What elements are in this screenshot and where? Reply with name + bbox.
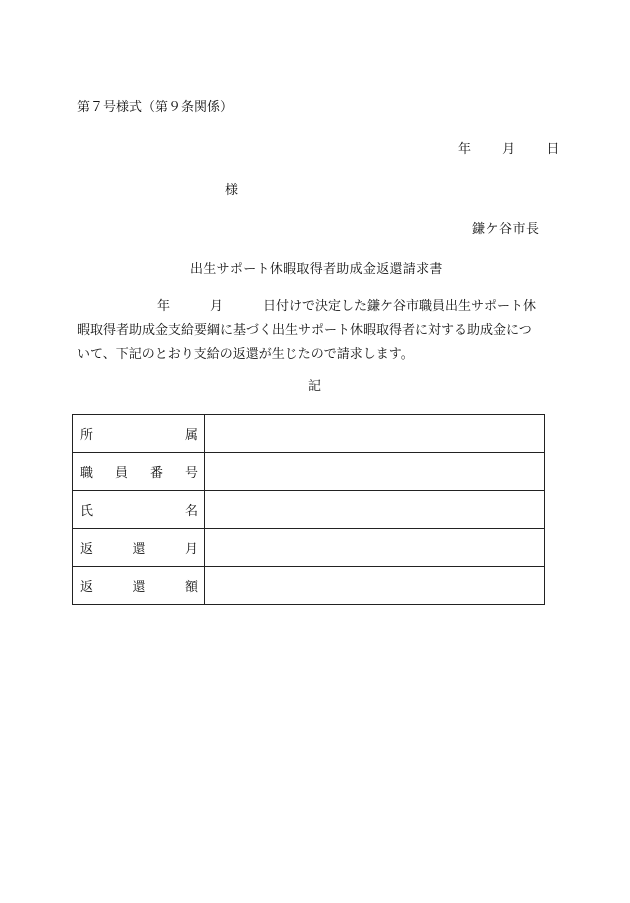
- label-char: 還: [132, 542, 146, 557]
- label-char: 返: [80, 542, 94, 557]
- ki-heading: 記: [308, 379, 322, 394]
- label-char: 額: [184, 580, 198, 595]
- label-char: 返: [80, 580, 94, 595]
- body-month: 月: [210, 299, 224, 314]
- body-year: 年: [157, 299, 171, 314]
- body-line-3: いて、下記のとおり支給の返還が生じたので請求します。: [77, 347, 414, 362]
- body-text: [77, 295, 552, 367]
- label-char: 号: [184, 466, 198, 481]
- row-name: [73, 491, 545, 529]
- label-char: 所: [80, 428, 94, 443]
- label-char: 職: [80, 466, 94, 481]
- row-value[interactable]: [205, 491, 545, 529]
- row-label: [73, 491, 205, 529]
- row-value[interactable]: [205, 567, 545, 605]
- row-label: [73, 567, 205, 605]
- row-return-month: [73, 529, 545, 567]
- label-char: 氏: [80, 504, 94, 519]
- label-char: 名: [184, 504, 198, 519]
- label-char: 月: [184, 542, 198, 557]
- body-line-2: 暇取得者助成金支給要綱に基づく出生サポート休暇取得者に対する助成金につ: [77, 323, 532, 338]
- row-value[interactable]: [205, 453, 545, 491]
- addressee-suffix: 様: [225, 183, 239, 198]
- row-affiliation: [73, 415, 545, 453]
- body-line-1: [77, 295, 552, 319]
- label-char: 属: [184, 428, 198, 443]
- document-title: 出生サポート休暇取得者助成金返還請求書: [190, 262, 443, 277]
- form-number: 第７号様式（第９条関係）: [77, 100, 234, 115]
- row-value[interactable]: [205, 529, 545, 567]
- row-label: [73, 453, 205, 491]
- issuer: 鎌ケ谷市長: [472, 222, 540, 237]
- row-value[interactable]: [205, 415, 545, 453]
- date-day: 日: [546, 142, 560, 157]
- date-line: [458, 138, 559, 157]
- row-label: [73, 415, 205, 453]
- label-char: 番: [149, 466, 163, 481]
- label-char: 還: [132, 580, 146, 595]
- date-year: 年: [458, 142, 472, 157]
- row-return-amount: [73, 567, 545, 605]
- row-employee-number: [73, 453, 545, 491]
- body-line-1-rest: 日付けで決定した鎌ケ谷市職員出生サポート休: [263, 299, 537, 314]
- info-table: [72, 414, 545, 605]
- label-char: 員: [114, 466, 128, 481]
- date-month: 月: [502, 142, 516, 157]
- row-label: [73, 529, 205, 567]
